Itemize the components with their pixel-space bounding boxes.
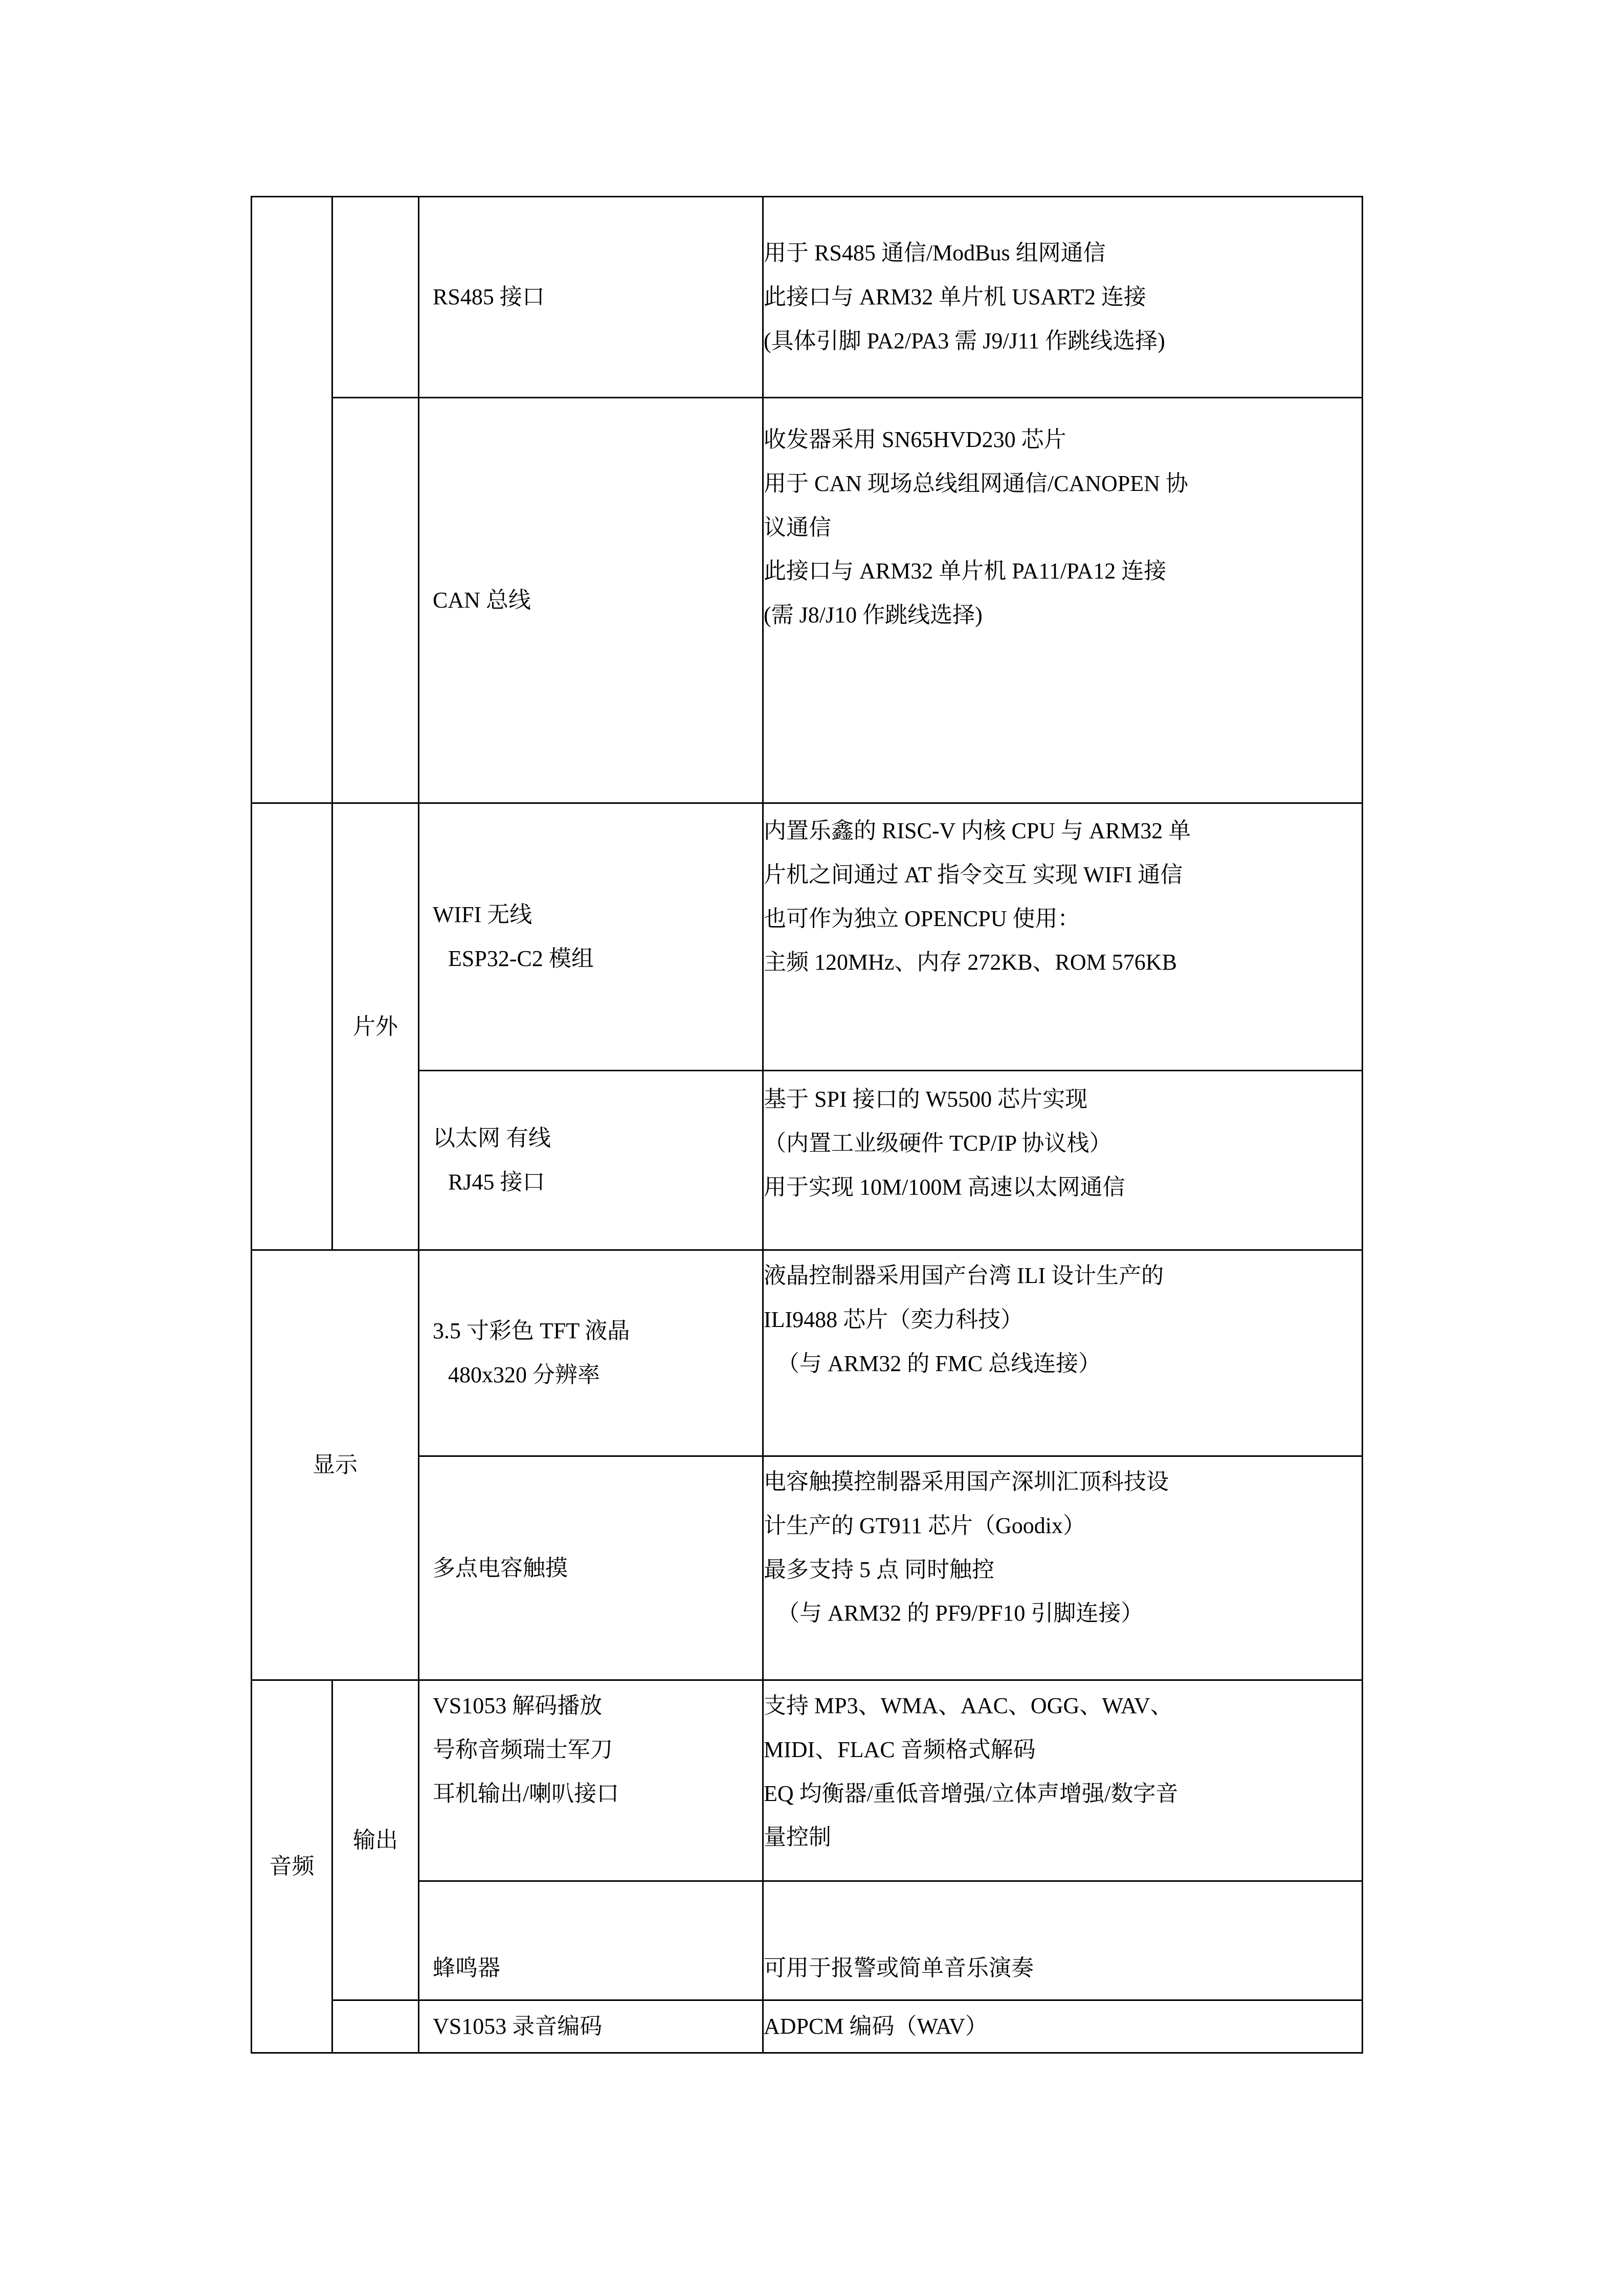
feature-line: WIFI 无线 xyxy=(433,902,532,928)
description-line: 内置乐鑫的 RISC-V 内核 CPU 与 ARM32 单 xyxy=(764,818,1191,843)
category-cell-offchip-blank xyxy=(252,803,332,1250)
feature-cell-buzzer xyxy=(419,1881,763,2000)
description-line: （内置工业级硬件 TCP/IP 协议栈） xyxy=(764,1130,1112,1156)
feature-line: 3.5 寸彩色 TFT 液晶 xyxy=(433,1318,630,1344)
description-line: 用于 CAN 现场总线组网通信/CANOPEN 协 xyxy=(764,470,1188,496)
table-row xyxy=(252,1680,1363,1881)
description-line: 议通信 xyxy=(764,514,831,540)
description-line: 此接口与 ARM32 单片机 USART2 连接 xyxy=(764,284,1146,310)
feature-line: 耳机输出/喇叭接口 xyxy=(433,1781,619,1806)
description-cell-ethernet xyxy=(763,1071,1363,1250)
feature-line: VS1053 解码播放 xyxy=(433,1693,603,1718)
feature-line: 以太网 有线 xyxy=(433,1126,551,1151)
category-label: 显示 xyxy=(313,1452,358,1478)
feature-line: ESP32-C2 模组 xyxy=(448,946,594,971)
description-line: 也可作为独立 OPENCPU 使用： xyxy=(764,906,1080,931)
feature-cell-audio-decode xyxy=(419,1680,763,1881)
feature-cell-tft xyxy=(419,1250,763,1456)
description-line: MIDI、FLAC 音频格式解码 xyxy=(764,1737,1036,1762)
feature-cell-wifi xyxy=(419,803,763,1071)
feature-line: 号称音频瑞士军刀 xyxy=(433,1737,613,1762)
feature-line: 多点电容触摸 xyxy=(433,1555,568,1581)
subcategory-label: 片外 xyxy=(353,1014,398,1039)
description-cell-rs485 xyxy=(763,197,1363,398)
category-cell-onchip xyxy=(252,197,332,803)
description-line: 液晶控制器采用国产台湾 ILI 设计生产的 xyxy=(764,1263,1164,1288)
subcategory-cell-blank xyxy=(332,197,419,398)
table-row xyxy=(252,398,1363,803)
feature-cell-ethernet xyxy=(419,1071,763,1250)
description-cell-tft xyxy=(763,1250,1363,1456)
description-line: 计生产的 GT911 芯片（Goodix） xyxy=(764,1513,1086,1538)
description-line: 片机之间通过 AT 指令交互 实现 WIFI 通信 xyxy=(764,862,1183,887)
feature-line: RJ45 接口 xyxy=(448,1169,545,1195)
feature-cell-touch xyxy=(419,1456,763,1680)
description-line: EQ 均衡器/重低音增强/立体声增强/数字音 xyxy=(764,1781,1178,1806)
category-cell-audio xyxy=(252,1680,332,2053)
description-line: 电容触摸控制器采用国产深圳汇顶科技设 xyxy=(764,1469,1169,1494)
description-line: ILI9488 芯片（奕力科技） xyxy=(764,1307,1024,1332)
description-line: 收发器采用 SN65HVD230 芯片 xyxy=(764,427,1066,452)
description-line: 基于 SPI 接口的 W5500 芯片实现 xyxy=(764,1087,1088,1112)
description-line: 可用于报警或简单音乐演奏 xyxy=(764,1955,1034,1981)
table-row xyxy=(252,197,1363,398)
table-row xyxy=(252,803,1363,1071)
feature-line: VS1053 录音编码 xyxy=(433,2014,603,2039)
subcategory-cell-offchip xyxy=(332,803,419,1250)
description-line: (需 J8/J10 作跳线选择) xyxy=(764,602,983,628)
description-line: 支持 MP3、WMA、AAC、OGG、WAV、 xyxy=(764,1693,1173,1718)
table-row xyxy=(252,1250,1363,1456)
subcategory-label: 输出 xyxy=(353,1827,398,1853)
description-cell-record xyxy=(763,2000,1363,2053)
description-line: （与 ARM32 的 PF9/PF10 引脚连接） xyxy=(777,1601,1144,1626)
feature-line: RS485 接口 xyxy=(433,284,545,310)
description-line: 此接口与 ARM32 单片机 PA11/PA12 连接 xyxy=(764,558,1167,584)
description-cell-touch xyxy=(763,1456,1363,1680)
subcategory-cell-record-blank xyxy=(332,2000,419,2053)
description-line: 最多支持 5 点 同时触控 xyxy=(764,1557,994,1582)
description-line: 主频 120MHz、内存 272KB、ROM 576KB xyxy=(764,950,1177,975)
subcategory-cell-output xyxy=(332,1680,419,2000)
description-cell-audio-decode xyxy=(763,1680,1363,1881)
feature-line: 480x320 分辨率 xyxy=(448,1362,600,1387)
hardware-spec-table xyxy=(251,196,1363,2054)
feature-line: 蜂鸣器 xyxy=(433,1955,500,1981)
description-line: （与 ARM32 的 FMC 总线连接） xyxy=(777,1350,1101,1376)
subcategory-cell-blank-2 xyxy=(332,398,419,803)
table-row xyxy=(252,2000,1363,2053)
description-cell-wifi xyxy=(763,803,1363,1071)
description-line: 用于 RS485 通信/ModBus 组网通信 xyxy=(764,240,1106,266)
category-label: 音频 xyxy=(269,1854,315,1879)
description-cell-buzzer xyxy=(763,1881,1363,2000)
description-line: (具体引脚 PA2/PA3 需 J9/J11 作跳线选择) xyxy=(764,328,1165,353)
description-line: ADPCM 编码（WAV） xyxy=(764,2014,988,2039)
feature-cell-rs485 xyxy=(419,197,763,398)
category-cell-display xyxy=(252,1250,419,1680)
description-line: 量控制 xyxy=(764,1825,831,1850)
feature-line: CAN 总线 xyxy=(433,588,531,613)
feature-cell-can xyxy=(419,398,763,803)
feature-cell-record xyxy=(419,2000,763,2053)
description-cell-can xyxy=(763,398,1363,803)
description-line: 用于实现 10M/100M 高速以太网通信 xyxy=(764,1174,1125,1200)
